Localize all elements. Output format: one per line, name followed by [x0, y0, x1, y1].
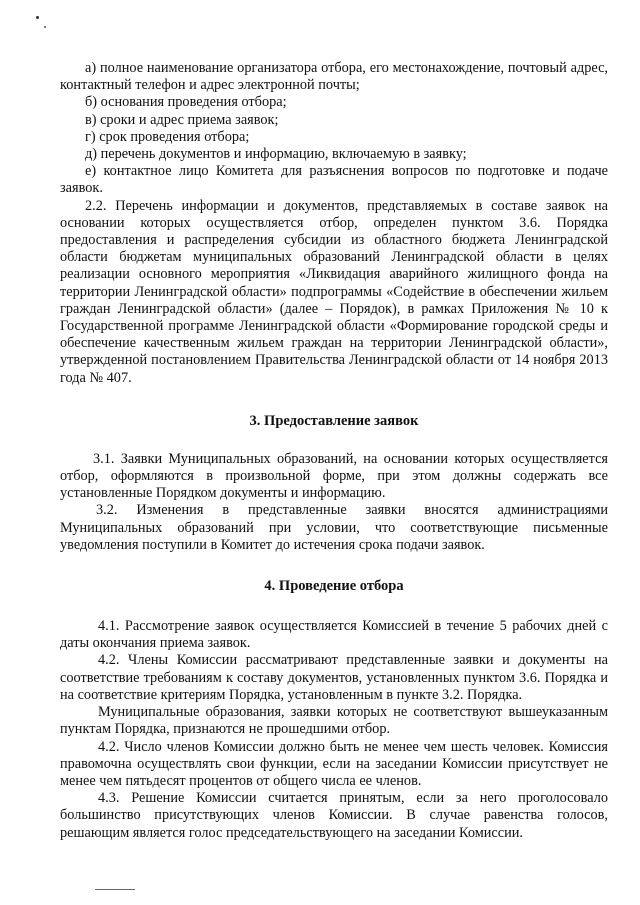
scan-line-mark: [95, 889, 135, 890]
paragraph-4-3: 4.3. Решение Комиссии считается принятым, если за него проголосовало большинство присутствующих членов Комиссии. В случае равенства голосов, решающим является голос председательствующего на заседании Комиссии.: [60, 790, 608, 841]
paragraph-4-2: 4.2. Члены Комиссии рассматривают представленные заявки и документы на соответствие требованиям к составу документов, установленных пунктом 3.6. Порядка и на соответствие критериям Порядка, установленным в пункте 3.2. Порядка.: [60, 652, 608, 703]
section-4-title: 4. Проведение отбора: [264, 578, 404, 595]
paragraph-e: е) контактное лицо Комитета для разъяснения вопросов по подготовке и подаче заявок.: [60, 163, 608, 197]
paragraph-4-2-quorum: 4.2. Число членов Комиссии должно быть не менее чем шесть человек. Комиссия правомочна осуществлять свои функции, если на заседании Комиссии присутствует не менее чем пятьдесят процентов от общего числа ее членов.: [60, 738, 608, 789]
paragraph-2-2: 2.2. Перечень информации и документов, представляемых в составе заявок на основании которых осуществляется отбор, определен пунктом 3.6. Порядка предоставления и распределения субсидии из областного бюджета Ленинградской области бюджетам муниципальных образований Ленинградской области в целях реализации основного мероприятия «Ликвидация аварийного жилищного фонда на территории Ленинградской области» подпрограммы «Содействие в обеспечении жильем граждан Ленинградской области» (далее – Порядок), в рамках Приложения № 10 к Государственной программе Ленинградской области «Формирование городской среды и обеспечение качественным жильем граждан на территории Ленинградской области», утвержденной постановлением Правительства Ленинградской области от 14 ноября 2013 года № 407.: [60, 197, 608, 386]
paragraph-4-2-note: Муниципальные образования, заявки которых не соответствуют вышеуказанным пунктам Порядка, признаются не прошедшими отбор.: [60, 704, 608, 738]
section-3-title: 3. Предоставление заявок: [249, 412, 419, 429]
paragraph-a: а) полное наименование организатора отбора, его местонахождение, почтовый адрес, контактный телефон и адрес электронной почты;: [60, 60, 608, 94]
paragraph-d: д) перечень документов и информацию, включаемую в заявку;: [85, 146, 467, 163]
scan-speck: [44, 26, 46, 28]
paragraph-4-1: 4.1. Рассмотрение заявок осуществляется Комиссией в течение 5 рабочих дней с даты окончания приема заявок.: [60, 618, 608, 652]
paragraph-3-2: 3.2. Изменения в представленные заявки вносятся администрациями Муниципальных образований при условии, что соответствующие письменные уведомления поступили в Комитет до истечения срока подачи заявок.: [60, 502, 608, 553]
paragraph-v: в) сроки и адрес приема заявок;: [85, 111, 279, 128]
paragraph-g: г) срок проведения отбора;: [85, 128, 250, 145]
document-page: [60, 60, 608, 842]
scan-speck: [36, 16, 39, 19]
paragraph-3-1: 3.1. Заявки Муниципальных образований, на основании которых осуществляется отбор, оформляются в произвольной форме, при этом должны содержать все установленные Порядком документы и информацию.: [60, 450, 608, 502]
paragraph-b: б) основания проведения отбора;: [85, 94, 287, 111]
